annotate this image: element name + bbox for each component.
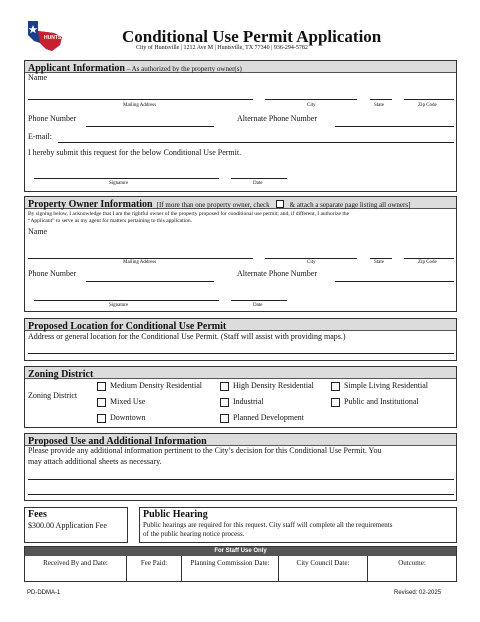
proposed-use-line-2: may attach additional sheets as necessary. [28,457,162,466]
mailing-address-caption: Mailing Address [123,260,157,265]
city-council-cell: City Council Date: [279,556,368,581]
section-note: – As authorized by the property owner(s) [124,65,242,73]
acknowledgement-line-2: “Applicant” to serve as my agent for matters pertaining to this application. [28,218,193,224]
city-field[interactable] [265,258,357,259]
checkbox-mixed-use[interactable] [97,398,106,407]
zip-field[interactable] [404,258,454,259]
state-field[interactable] [370,99,392,100]
email-field[interactable] [58,142,454,143]
mailing-address-caption: Mailing Address [123,103,157,108]
alt-phone-field[interactable] [335,126,454,127]
phone-field[interactable] [86,126,214,127]
option-mixed-use: Mixed Use [110,397,146,406]
option-medium-density: Medium Density Residential [110,381,202,390]
name-label: Name [28,227,48,236]
zip-field[interactable] [404,99,454,100]
option-high-density: High Density Residential [233,381,314,390]
location-header [25,319,456,331]
applicant-header [25,61,456,73]
city-address: City of Huntsville | 1212 Ave M | Huntsville, TX 77340 | 936-294-5782 [136,45,308,51]
date-caption: Date [253,303,263,308]
checkbox-industrial[interactable] [220,398,229,407]
checkbox-downtown[interactable] [97,414,106,423]
alt-phone-label: Alternate Phone Number [237,269,317,278]
proposed-use-line-1: Please provide any additional information pertinent to the City’s decision for this Conditional Use Permit. You [28,446,382,455]
fees-section [24,507,128,543]
checkbox-planned-development[interactable] [220,414,229,423]
owner-section [24,196,457,312]
applicant-section [24,60,457,192]
staff-row [25,556,456,581]
phone-label: Phone Number [28,114,77,123]
phone-label: Phone Number [28,269,77,278]
zip-caption: Zip Code [418,103,437,108]
staff-header: For Staff Use Only [25,547,456,556]
form-id: PD-DDMA-1 [27,590,61,596]
section-note-post: & attach a separate page listing all owners] [289,201,411,209]
hearing-title: Public Hearing [143,509,208,520]
section-note-pre: [If more than one property owner, check [156,201,270,209]
checkbox-public-institutional[interactable] [331,398,340,407]
section-title: Proposed Location for Conditional Use Permit [28,321,227,332]
section-title: Proposed Use and Additional Information [28,436,207,447]
alt-phone-field[interactable] [335,281,454,282]
submit-statement: I hereby submit this request for the below Conditional Use Permit. [28,148,242,157]
hearing-section [139,507,457,543]
checkbox-simple-living[interactable] [331,382,340,391]
acknowledgement-line-1: By signing below, I acknowledge that I am the rightful owner of the property proposed for conditional use permit; and, if different, I authorize the [28,211,350,217]
zoning-header [25,367,456,379]
signature-field[interactable] [34,178,219,179]
logo-text: HUNTSVILLE [44,35,76,41]
state-caption: State [374,260,384,265]
option-simple-living: Simple Living Residential [344,381,428,390]
owner-header [25,197,456,209]
signature-field[interactable] [34,300,219,301]
fees-title: Fees [28,509,47,520]
option-downtown: Downtown [110,413,146,422]
proposed-use-section [24,433,457,501]
city-caption: City [307,260,316,265]
city-logo [24,19,76,53]
proposed-use-header [25,434,456,446]
zoning-label: Zoning District [28,391,78,400]
state-field[interactable] [370,258,392,259]
fee-paid-cell: Fee Paid: [127,556,182,581]
outcome-cell: Outcome: [398,559,426,567]
received-by-cell: Received By and Date: [25,556,127,581]
checkbox-medium-density[interactable] [97,382,106,391]
zoning-section [24,366,457,428]
page-title: Conditional Use Permit Application [122,27,382,46]
alt-phone-label: Alternate Phone Number [237,114,317,123]
fee-amount: $300.00 Application Fee [28,521,107,530]
mailing-address-field[interactable] [28,258,253,259]
revised-date: Revised: 02-2025 [394,590,442,596]
option-planned-development: Planned Development [233,413,304,422]
section-title: Applicant Information [28,63,125,74]
city-caption: City [307,103,316,108]
date-field[interactable] [231,178,287,179]
staff-section [24,546,457,582]
signature-caption: Signature [109,181,129,186]
date-caption: Date [253,181,263,186]
section-title: Zoning District [28,369,94,380]
section-title: Property Owner Information [28,199,153,210]
city-field[interactable] [265,99,357,100]
state-caption: State [374,103,384,108]
multiple-owners-checkbox[interactable] [276,200,284,208]
mailing-address-field[interactable] [28,99,253,100]
location-section [24,318,457,361]
email-label: E-mail: [28,132,52,141]
phone-field[interactable] [86,281,214,282]
zip-caption: Zip Code [418,260,437,265]
signature-caption: Signature [109,303,129,308]
option-public-institutional: Public and Institutional [344,397,419,406]
name-label: Name [28,73,48,82]
location-field[interactable] [28,353,454,354]
checkbox-high-density[interactable] [220,382,229,391]
option-industrial: Industrial [233,397,264,406]
proposed-use-field-1[interactable] [28,479,454,480]
planning-commission-cell: Planning Commission Date: [182,556,279,581]
proposed-use-field-2[interactable] [28,494,454,495]
hearing-line-1: Public hearings are required for this request. City staff will complete all the requirements [143,521,393,529]
hearing-line-2: of the public hearing notice process. [143,530,245,538]
date-field[interactable] [231,300,287,301]
location-instructions: Address or general location for the Conditional Use Permit. (Staff will assist with providing maps.) [28,332,346,341]
